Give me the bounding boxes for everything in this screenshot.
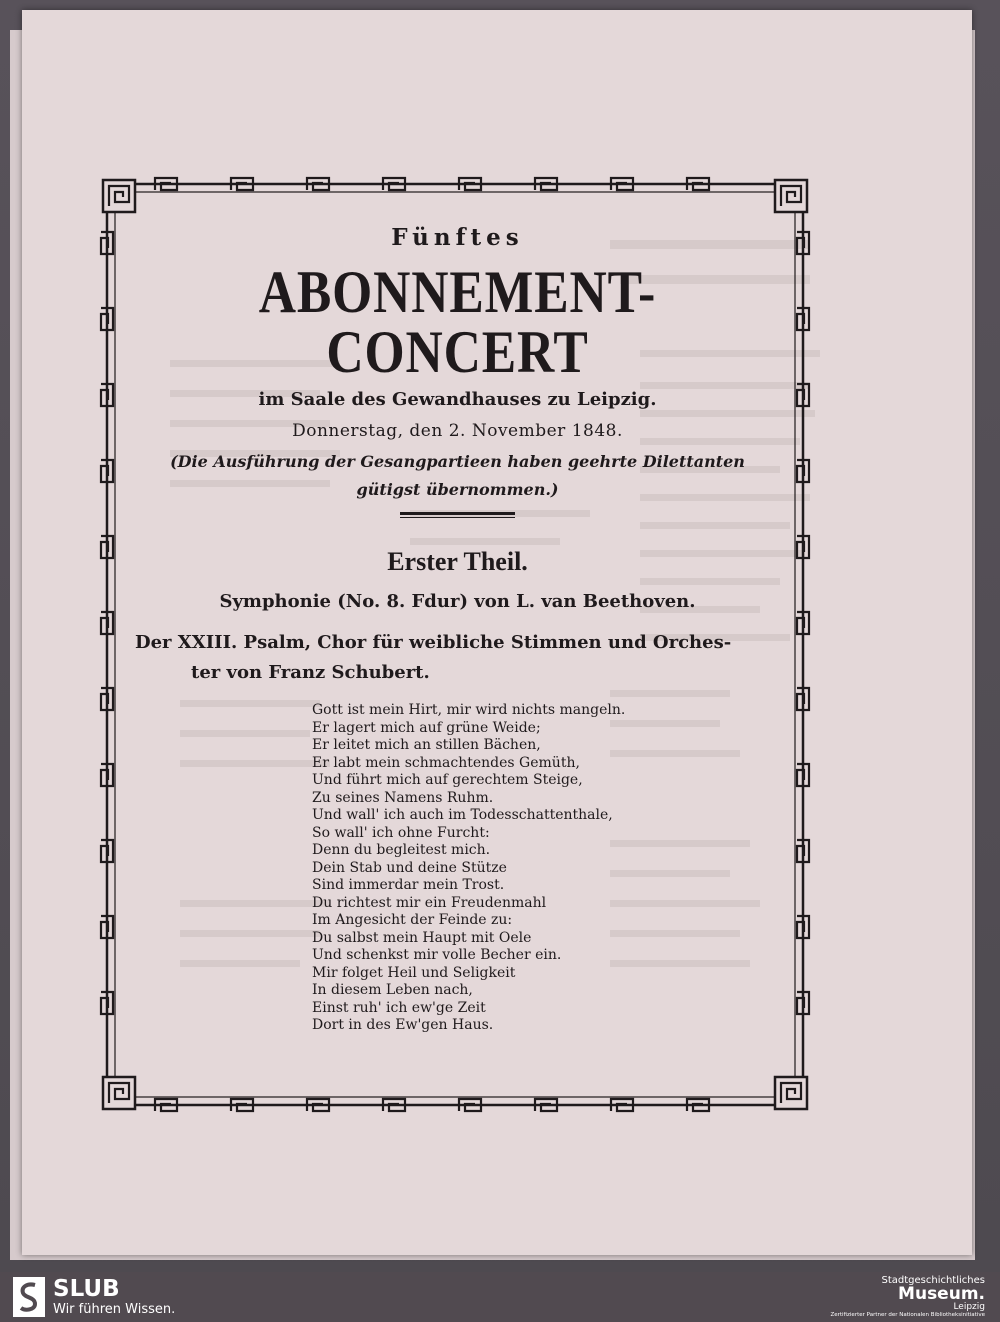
partner-city: Leipzig [953, 1302, 985, 1312]
partner-name: Museum. [898, 1284, 985, 1304]
program-item-psalm-line2: ter von Franz Schubert. [191, 662, 430, 683]
psalm-line: Du salbst mein Haupt mit Oele [312, 929, 532, 946]
program-item-symphony: Symphonie (No. 8. Fdur) von L. van Beethoven. [219, 591, 696, 612]
psalm-line: Dein Stab und deine Stütze [312, 859, 507, 876]
slub-brand: SLUB [53, 1276, 120, 1302]
psalm-line: Er leitet mich an stillen Bächen, [312, 737, 541, 753]
psalm-line: Sind immerdar mein Trost. [312, 877, 505, 893]
psalm-line: So wall' ich ohne Furcht: [312, 824, 490, 841]
psalm-line: Er lagert mich auf grüne Weide; [312, 719, 541, 736]
venue-line: im Saale des Gewandhauses zu Leipzig. [258, 389, 657, 410]
date-line: Donnerstag, den 2. November 1848. [292, 421, 623, 441]
psalm-line: Mir folget Heil und Seligkeit [312, 964, 516, 981]
psalm-text [312, 702, 790, 1035]
program-item-psalm-line1: Der XXIII. Psalm, Chor für weibliche Stimmen und Orches- [135, 632, 732, 653]
concert-title: ABONNEMENT-CONCERT [258, 259, 657, 385]
program-content [125, 218, 790, 1035]
slub-slogan: Wir führen Wissen. [53, 1302, 176, 1317]
heading-ordinal: Fünftes [391, 224, 524, 251]
slub-logo-icon [13, 1277, 45, 1317]
psalm-line: Und wall' ich auch im Todesschattenthale, [312, 807, 613, 823]
psalm-line: In diesem Leben nach, [312, 982, 473, 998]
double-rule-divider [400, 512, 515, 518]
partner-line1: Stadtgeschichtliches [881, 1275, 985, 1286]
psalm-line: Einst ruh' ich ew'ge Zeit [312, 999, 486, 1016]
psalm-line: Im Angesicht der Feinde zu: [312, 912, 513, 928]
performers-note: (Die Ausführung der Gesangpartieen haben geehrte Dilettanten gütigst übernommen.) [170, 452, 745, 499]
psalm-line: Und schenkst mir volle Becher ein. [312, 947, 562, 963]
part-heading: Erster Theil. [387, 547, 528, 576]
psalm-line: Zu seines Namens Ruhm. [312, 789, 494, 806]
psalm-line: Er labt mein schmachtendes Gemüth, [312, 754, 580, 771]
psalm-line: Und führt mich auf gerechtem Steige, [312, 772, 583, 788]
partner-tagline: Zertifizierter Partner der Nationalen Bibliotheksinitiative [830, 1312, 985, 1318]
program-item-psalm [125, 628, 790, 688]
psalm-line: Gott ist mein Hirt, mir wird nichts mangeln. [312, 702, 626, 718]
psalm-line: Denn du begleitest mich. [312, 842, 491, 858]
psalm-line: Du richtest mir ein Freudenmahl [312, 894, 547, 911]
psalm-line: Dort in des Ew'gen Haus. [312, 1017, 494, 1033]
